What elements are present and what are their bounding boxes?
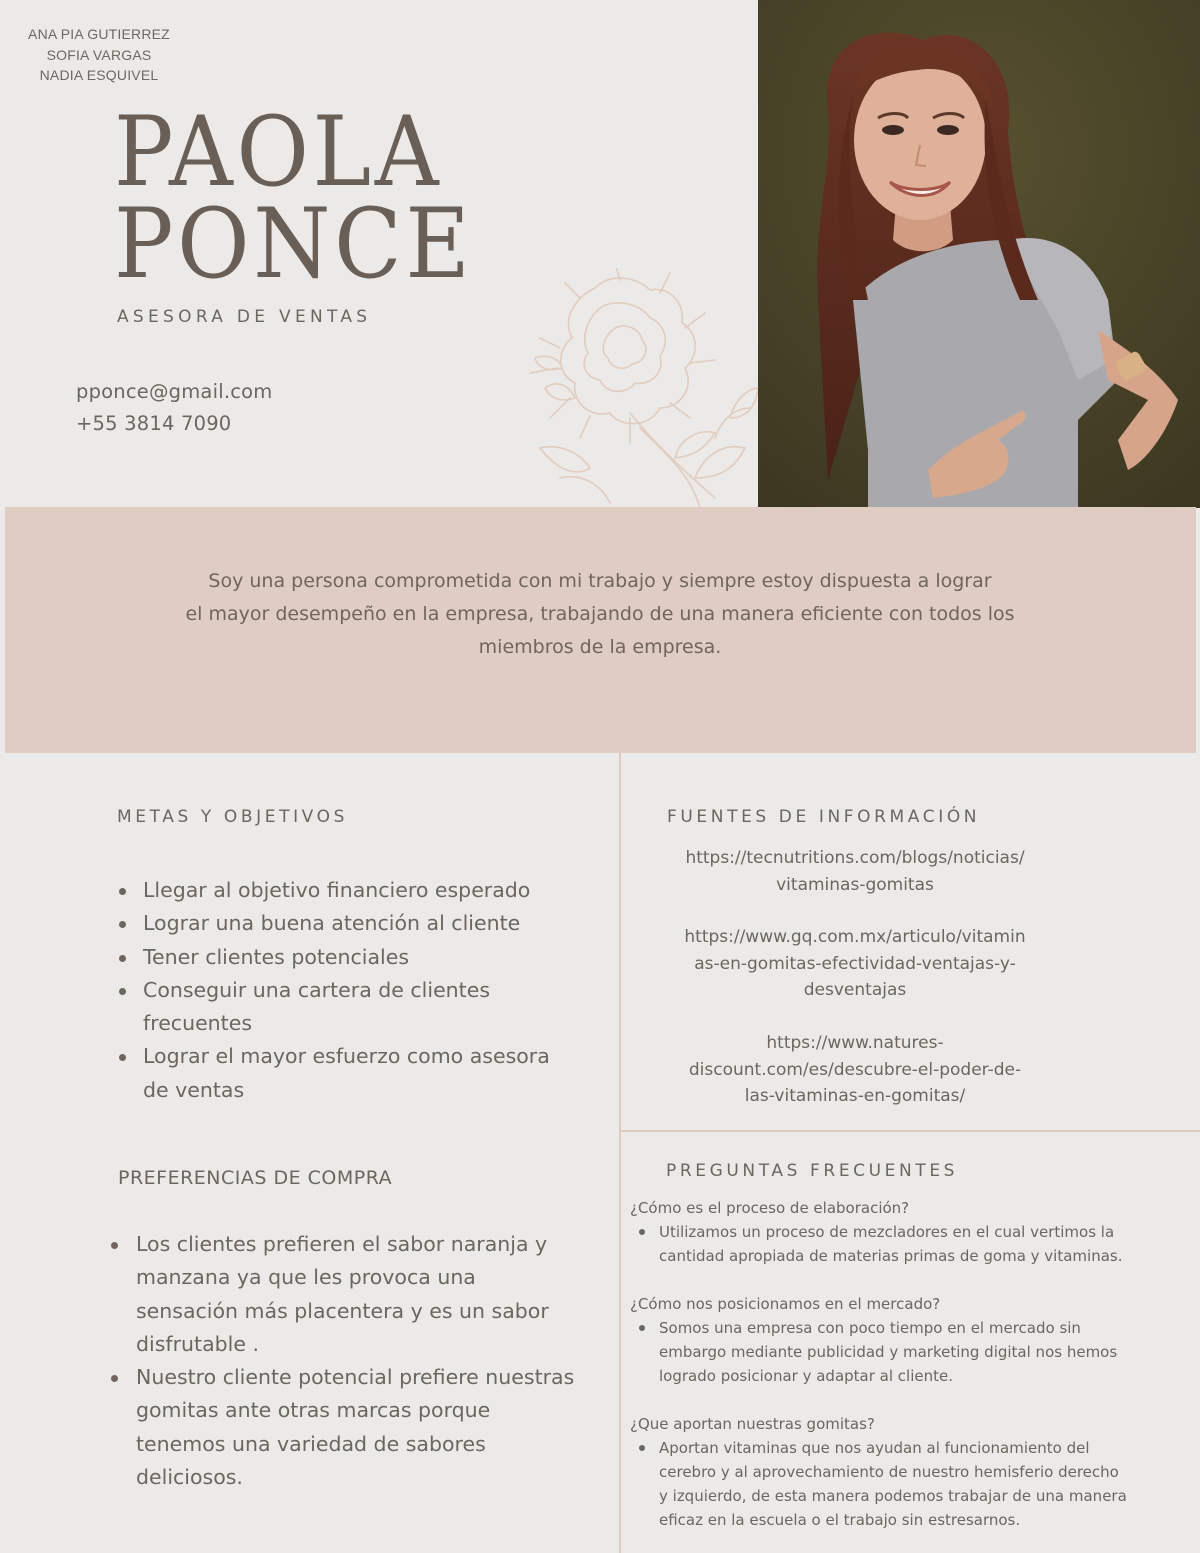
faq-answer-line: logrado posicionar y adaptar al cliente. <box>659 1367 954 1385</box>
preference-item: Los clientes prefieren el sabor naranja y manzana ya que les provoca una sensación más placentera y es un sabor disfrutable . <box>110 1228 580 1361</box>
faq-answer-line: Aportan vitaminas que nos ayudan al funcionamiento del <box>659 1439 1090 1457</box>
author-name: ANA PIA GUTIERREZ <box>28 26 170 42</box>
source-line: https://tecnutritions.com/blogs/noticias/ <box>685 848 1025 868</box>
goals-list <box>118 874 578 1107</box>
sources-title: FUENTES DE INFORMACIÓN <box>667 807 981 827</box>
authors-block <box>14 24 184 86</box>
faq-answer-line: Utilizamos un proceso de mezcladores en el cual vertimos la <box>659 1223 1115 1241</box>
flower-illustration <box>500 268 760 508</box>
phone-number: +55 3814 7090 <box>76 412 232 435</box>
first-name: PAOLA <box>114 96 443 208</box>
last-name: PONCE <box>114 188 474 300</box>
faq-answer-line: Somos una empresa con poco tiempo en el mercado sin <box>659 1319 1081 1337</box>
about-line: Soy una persona comprometida con mi trabajo y siempre estoy dispuesta a lograr <box>208 570 992 592</box>
preference-item: Nuestro cliente potencial prefiere nuestras gomitas ante otras marcas porque tenemos una variedad de sabores deliciosos. <box>110 1361 580 1494</box>
source-link[interactable] <box>640 924 1070 1004</box>
faq-question: ¿Cómo nos posicionamos en el mercado? <box>630 1295 941 1313</box>
faq-answer <box>630 1220 1150 1268</box>
goal-item: Llegar al objetivo financiero esperado <box>118 874 578 907</box>
about-line: miembros de la empresa. <box>478 636 722 658</box>
source-link[interactable] <box>640 1030 1070 1110</box>
faq-question: ¿Que aportan nuestras gomitas? <box>630 1415 875 1433</box>
about-text <box>120 565 1080 664</box>
source-line: as-en-gomitas-efectividad-ventajas-y- <box>694 953 1016 974</box>
source-line: https://www.natures- <box>766 1032 944 1053</box>
sources-list <box>640 845 1070 1110</box>
goal-item: Lograr el mayor esfuerzo como asesora de ventas <box>118 1040 578 1107</box>
faq-question: ¿Cómo es el proceso de elaboración? <box>630 1199 910 1217</box>
source-line: las-vitaminas-en-gomitas/ <box>744 1086 966 1107</box>
goal-item: Lograr una buena atención al cliente <box>118 907 578 940</box>
source-line: vitaminas-gomitas <box>776 874 934 895</box>
faq-list <box>630 1196 1150 1553</box>
faq-title: PREGUNTAS FRECUENTES <box>666 1161 959 1181</box>
preferences-title: PREFERENCIAS DE COMPRA <box>118 1167 393 1189</box>
faq-answer-line: y izquierdo, de esta manera podemos trabajar de una manera <box>659 1487 1127 1505</box>
source-line: discount.com/es/descubre-el-poder-de- <box>688 1059 1022 1080</box>
profile-photo <box>758 0 1200 508</box>
about-line: el mayor desempeño en la empresa, trabajando de una manera eficiente con todos los <box>185 603 1015 625</box>
vertical-divider <box>619 753 621 1553</box>
email-link[interactable]: pponce@gmail.com <box>76 380 273 403</box>
faq-item <box>630 1292 1150 1388</box>
source-line: desventajas <box>803 980 907 1001</box>
goal-item: Tener clientes potenciales <box>118 941 578 974</box>
source-line: https://www.gq.com.mx/articulo/vitamin <box>684 927 1026 948</box>
faq-answer-line: eficaz en la escuela o el trabajo sin estresarnos. <box>659 1511 1021 1529</box>
preferences-list <box>110 1228 580 1494</box>
faq-answer-line: embargo mediante publicidad y marketing digital nos hemos <box>659 1343 1118 1361</box>
goal-item: Conseguir una cartera de clientes frecuentes <box>118 974 578 1041</box>
source-link[interactable] <box>640 845 1070 898</box>
faq-answer <box>630 1436 1150 1532</box>
faq-item <box>630 1196 1150 1268</box>
faq-answer-line: cantidad apropiada de materias primas de goma y vitaminas. <box>659 1247 1123 1265</box>
job-title: ASESORA DE VENTAS <box>117 307 372 327</box>
author-name: NADIA ESQUIVEL <box>39 67 159 83</box>
faq-answer-line: cerebro y al aprovechamiento de nuestro hemisferio derecho <box>659 1463 1119 1481</box>
horizontal-divider <box>621 1130 1200 1132</box>
faq-item <box>630 1412 1150 1532</box>
faq-answer <box>630 1316 1150 1388</box>
goals-title: METAS Y OBJETIVOS <box>117 807 348 827</box>
author-name: SOFIA VARGAS <box>46 46 152 63</box>
